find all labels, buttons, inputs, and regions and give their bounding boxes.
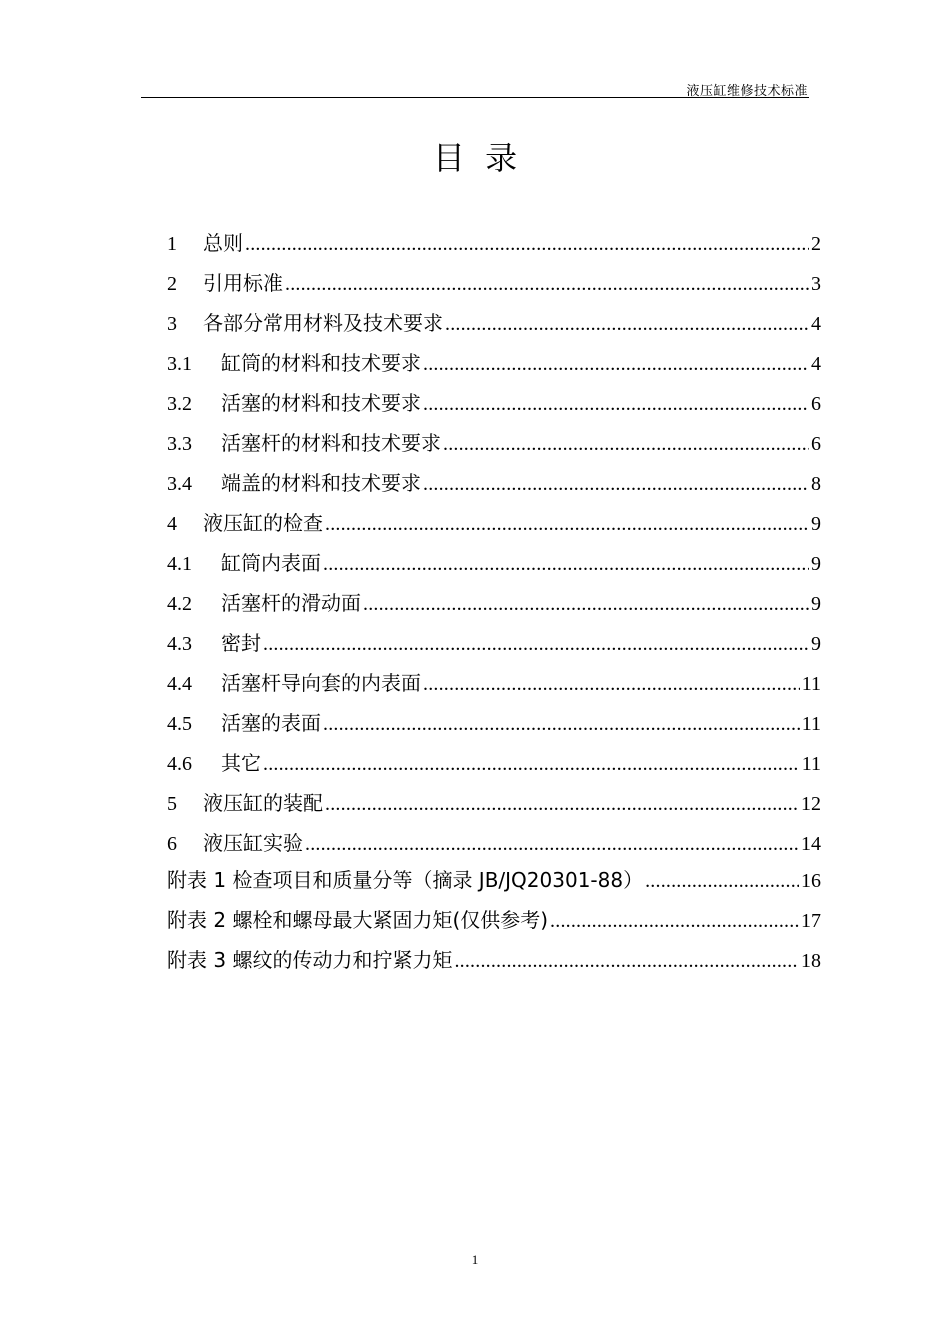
toc-entry-label: 液压缸的装配 — [203, 791, 323, 815]
toc-entry[interactable] — [167, 587, 821, 616]
toc-entry-label: 密封 — [221, 631, 261, 655]
toc-entry-number: 3.3 — [167, 433, 192, 455]
toc-entry-appendix[interactable] — [167, 864, 821, 893]
toc-entry[interactable] — [167, 547, 821, 576]
toc-entry-page: 14 — [801, 833, 821, 855]
toc-entry-page: 9 — [811, 633, 821, 655]
toc-leader-dots — [263, 753, 800, 776]
toc-entry[interactable] — [167, 747, 821, 776]
toc-entry-label: 端盖的材料和技术要求 — [221, 471, 421, 495]
toc-leader-dots — [445, 313, 809, 336]
toc-entry-appendix[interactable] — [167, 904, 821, 933]
toc-entry[interactable] — [167, 427, 821, 456]
toc-entry-label: 引用标准 — [203, 271, 283, 295]
toc-entry-page: 9 — [811, 553, 821, 575]
toc-title: 目 录 — [432, 139, 518, 177]
toc-entry[interactable] — [167, 707, 821, 736]
toc-entry-label: 液压缸实验 — [203, 831, 303, 855]
toc-leader-dots — [245, 233, 809, 256]
toc-entry-page: 18 — [801, 950, 821, 972]
toc-entry-number: 1 — [167, 233, 177, 255]
toc-leader-dots — [363, 593, 809, 616]
toc-entry-number: 6 — [167, 833, 177, 855]
toc-entry[interactable] — [167, 307, 821, 336]
toc-leader-dots — [454, 950, 799, 973]
toc-entry-page: 11 — [801, 673, 821, 695]
toc-leader-dots — [423, 673, 800, 696]
toc-entry-number: 4.5 — [167, 713, 192, 735]
toc-leader-dots — [263, 633, 809, 656]
toc-entry-page: 9 — [811, 593, 821, 615]
toc-leader-dots — [443, 433, 809, 456]
toc-entry-page: 8 — [811, 473, 821, 495]
toc-entry-number: 4.4 — [167, 673, 192, 695]
toc-entry-number: 5 — [167, 793, 177, 815]
toc-entry-number: 4 — [167, 513, 177, 535]
toc-entry-appendix[interactable] — [167, 944, 821, 973]
toc-leader-dots — [325, 793, 799, 816]
toc-entry-label: 活塞杆导向套的内表面 — [221, 671, 421, 695]
toc-entry-number: 4.2 — [167, 593, 192, 615]
toc-entry-page: 11 — [801, 713, 821, 735]
toc-entry[interactable] — [167, 387, 821, 416]
toc-entry[interactable] — [167, 787, 821, 816]
toc-entry-number: 3.1 — [167, 353, 192, 375]
toc-entry-number: 4.3 — [167, 633, 192, 655]
toc-entry[interactable] — [167, 627, 821, 656]
toc-entry-page: 12 — [801, 793, 821, 815]
toc-entry-number: 4.6 — [167, 753, 192, 775]
toc-entry[interactable] — [167, 347, 821, 376]
toc-entry-label: 附表 1 检查项目和质量分等（摘录 JB/JQ20301-88） — [167, 868, 644, 892]
toc-entry-number: 3.2 — [167, 393, 192, 415]
toc-entry[interactable] — [167, 267, 821, 296]
toc-leader-dots — [423, 353, 809, 376]
toc-entry-label: 缸筒的材料和技术要求 — [221, 351, 421, 375]
toc-entry-page: 6 — [811, 393, 821, 415]
toc-leader-dots — [645, 870, 799, 893]
toc-leader-dots — [323, 713, 800, 736]
toc-entry[interactable] — [167, 667, 821, 696]
toc-entry-label: 活塞的材料和技术要求 — [221, 391, 421, 415]
toc-leader-dots — [423, 393, 809, 416]
toc-entry-label: 缸筒内表面 — [221, 551, 321, 575]
toc-entry-number: 3.4 — [167, 473, 192, 495]
toc-entry-page: 2 — [811, 233, 821, 255]
toc-entry-label: 活塞的表面 — [221, 711, 321, 735]
toc-entry-label: 活塞杆的材料和技术要求 — [221, 431, 441, 455]
toc-entry-label: 其它 — [221, 751, 261, 775]
toc-entry-page: 17 — [801, 910, 821, 932]
toc-entry[interactable] — [167, 467, 821, 496]
toc-entry-page: 3 — [811, 273, 821, 295]
toc-entry-label: 活塞杆的滑动面 — [221, 591, 361, 615]
toc-entry[interactable] — [167, 227, 821, 256]
toc-leader-dots — [305, 833, 799, 856]
document-header-title: 液压缸维修技术标准 — [686, 84, 808, 99]
toc-entry-page: 9 — [811, 513, 821, 535]
toc-entry-page: 4 — [811, 353, 821, 375]
toc-leader-dots — [325, 513, 809, 536]
toc-entry-page: 11 — [801, 753, 821, 775]
toc-entry-label: 各部分常用材料及技术要求 — [203, 311, 443, 335]
toc-entry-label: 附表 2 螺栓和螺母最大紧固力矩(仅供参考) — [167, 908, 549, 932]
toc-entry[interactable] — [167, 507, 821, 536]
toc-leader-dots — [323, 553, 809, 576]
toc-entry[interactable] — [167, 827, 821, 856]
toc-entry-page: 6 — [811, 433, 821, 455]
toc-entry-label: 总则 — [203, 231, 243, 255]
toc-entry-page: 16 — [801, 870, 821, 892]
toc-leader-dots — [550, 910, 799, 933]
toc-leader-dots — [285, 273, 809, 296]
toc-entry-label: 附表 3 螺纹的传动力和拧紧力矩 — [167, 948, 453, 972]
toc-leader-dots — [423, 473, 809, 496]
page-number: 1 — [471, 1252, 479, 1267]
toc-entry-number: 2 — [167, 273, 177, 295]
toc-entry-label: 液压缸的检查 — [203, 511, 323, 535]
toc-entry-number: 3 — [167, 313, 177, 335]
header-divider — [141, 97, 809, 98]
toc-entry-page: 4 — [811, 313, 821, 335]
toc-entry-number: 4.1 — [167, 553, 192, 575]
